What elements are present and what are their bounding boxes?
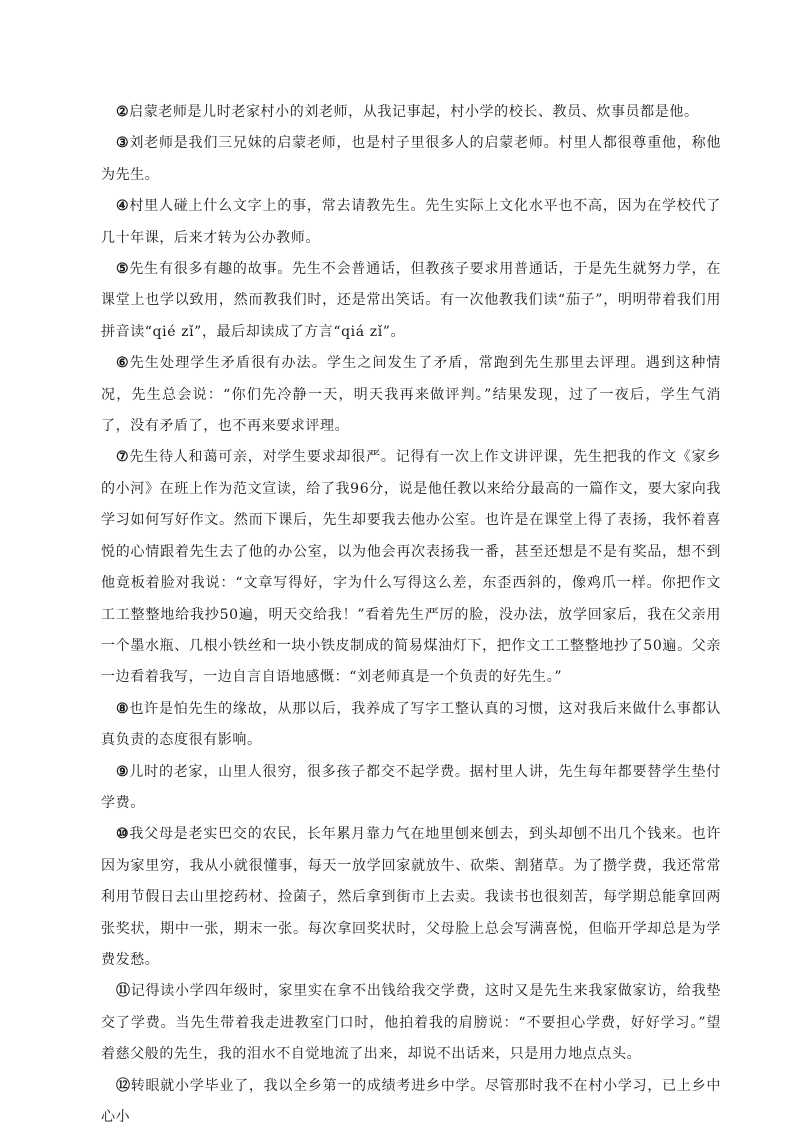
paragraph-text: 刘老师是我们三兄妹的启蒙老师，也是村子里很多人的启蒙老师。村里人都很尊重他，称他为先生。: [101, 135, 722, 183]
paragraph-2: [101, 97, 721, 128]
paragraph-text: 村里人碰上什么文字上的事，常去请教先生。先生实际上文化水平也不高，因为在学校代了几十年课，后来才转为公办教师。: [101, 198, 722, 246]
paragraph-number: ⑪: [116, 983, 131, 1000]
paragraph-number: ⑥: [116, 355, 130, 372]
paragraph-number: ⑤: [116, 261, 130, 278]
paragraph-number: ⑫: [116, 1077, 131, 1094]
paragraph-number: ⑩: [116, 826, 130, 843]
paragraph-text: 也许是怕先生的缘故，从那以后，我养成了写字工整认真的习惯，这对我后来做什么事都认真负责的态度很有影响。: [101, 700, 722, 749]
paragraph-text: 我父母是老实巴交的农民，长年累月靠力气在地里刨来刨去，到头却刨不出几个钱来。也许因为家里穷，我从小就很懂事，每天一放学回家就放牛、砍柴、割猪草。为了攒学费，我还常常利用节假日去山里挖药材、捡菌子，然后拿到街市上去卖。我读书也很刻苦，每学期总能拿回两张奖状，期中一张，期末一张。每次拿回奖状时，父母脸上总会写满喜悦，但临开学却总是为学费发愁。: [101, 826, 722, 968]
paragraph-number: ③: [116, 135, 130, 152]
paragraph-text: 记得读小学四年级时，家里实在拿不出钱给我交学费，这时又是先生来我家做家访，给我垫交了学费。当先生带着我走进教室门口时，他拍着我的肩膀说：“不要担心学费，好好学习。”望着慈父般的先生，我的泪水不自觉地流了出来，却说不出话来，只是用力地点点头。: [101, 983, 721, 1063]
paragraph-text: 转眼就小学毕业了，我以全乡第一的成绩考进乡中学。尽管那时我不在村小学习，已上乡中心小: [101, 1077, 721, 1125]
paragraph-4: [101, 191, 721, 254]
paragraph-5: [101, 254, 721, 348]
paragraph-text: 先生待人和蔼可亲，对学生要求却很严。记得有一次上作文讲评课，先生把我的作文《家乡的小河》在班上作为范文宣读，给了我96分，说是他任教以来给分最高的一篇作文，要大家向我学习如何写好作文。然而下课后，先生却要我去他办公室。也许是在课堂上得了表扬，我怀着喜悦的心情跟着先生去了他的办公室，以为他会再次表扬我一番，甚至还想是不是有奖品，想不到他竟板着脸对我说：“文章写得好，字为什么写得这么差，东歪西斜的，像鸡爪一样。你把作文工工整整地给我抄50遍，明天交给我！”看着先生严厉的脸，没办法，放学回家后，我在父亲用一个墨水瓶、几根小铁丝和一块小铁皮制成的简易煤油灯下，把作文工工整整地抄了50遍。父亲一边看着我写，一边自言自语地感慨：“刘老师真是一个负责的好先生。”: [101, 449, 722, 686]
paragraph-9: [101, 757, 721, 820]
paragraph-text: 儿时的老家，山里人很穷，很多孩子都交不起学费。据村里人讲，先生每年都要替学生垫付学费。: [101, 763, 722, 811]
paragraph-11: [101, 976, 721, 1070]
paragraph-number: ⑧: [116, 700, 130, 717]
paragraph-text: 先生有很多有趣的故事。先生不会普通话，但教孩子要求用普通话，于是先生就努力学，在课堂上也学以致用，然而教我们时，还是常出笑话。有一次他教我们读“茄子”，明明带着我们用拼音读“qié zǐ”，最后却读成了方言“qiá zǐ”。: [101, 261, 722, 340]
paragraph-text: 先生处理学生矛盾很有办法。学生之间发生了矛盾，常跑到先生那里去评理。遇到这种情况，先生总会说：“你们先冷静一天，明天我再来做评判。”结果发现，过了一夜后，学生气消了，没有矛盾了，也不再来要求评理。: [101, 355, 721, 435]
paragraph-text: 启蒙老师是儿时老家村小的刘老师，从我记事起，村小学的校长、教员、炊事员都是他。: [129, 104, 699, 120]
paragraph-8: [101, 694, 721, 757]
paragraph-number: ⑨: [116, 763, 130, 780]
paragraph-7: [101, 442, 721, 693]
paragraph-number: ⑦: [116, 449, 130, 466]
paragraph-12: [101, 1071, 721, 1133]
article-body: [101, 97, 721, 1133]
paragraph-number: ②: [116, 104, 130, 120]
paragraph-3: [101, 128, 721, 191]
paragraph-number: ④: [116, 198, 130, 215]
paragraph-10: [101, 819, 721, 976]
paragraph-6: [101, 348, 721, 442]
